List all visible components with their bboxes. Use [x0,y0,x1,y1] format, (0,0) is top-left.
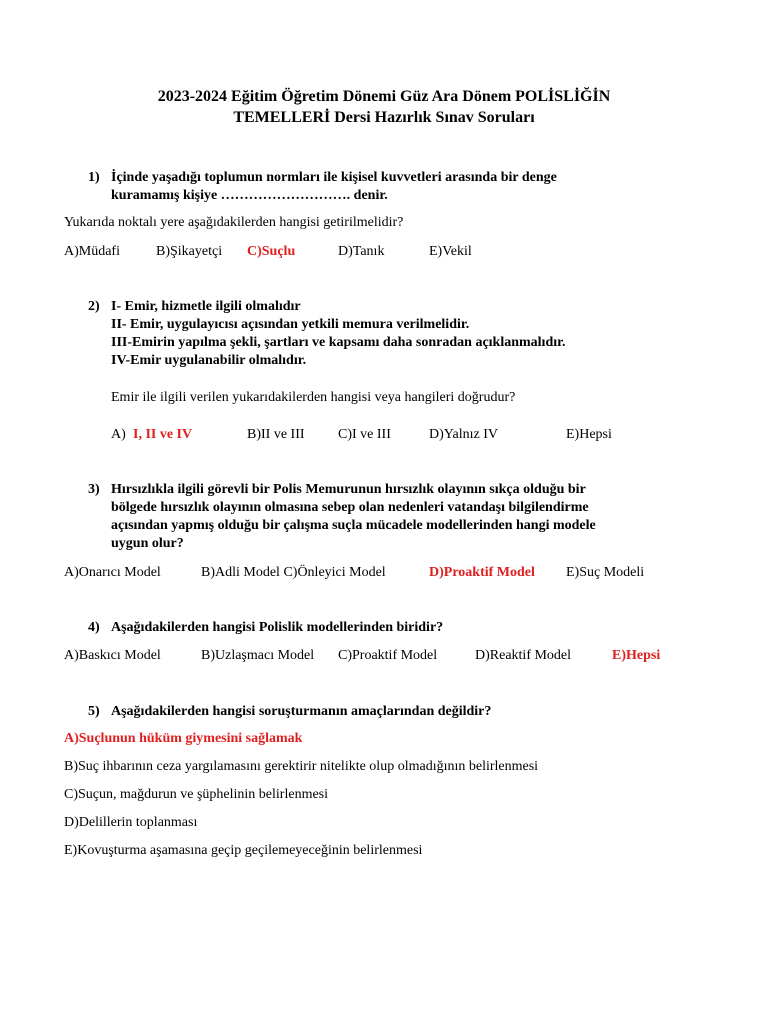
q4-option-d: D)Reaktif Model [475,648,572,663]
q3-text-line-3: açısından yapmış olduğu bir çalışma suçla mücadele modellerinden hangi modele [111,518,596,533]
q5-option-b: B)Suç ihbarının ceza yargılamasını gerektirir nitelikte olup olmadığının belirlenmesi [64,759,539,774]
q2-option-d: D)Yalnız IV [429,427,498,442]
q3-number: 3) [88,482,100,497]
q3-text-line-4: uygun olur? [111,536,184,551]
q1-option-d: D)Tanık [338,244,385,259]
q2-statement-3: III-Emirin yapılma şekli, şartları ve kapsamı daha sonradan açıklanmalıdır. [111,335,566,350]
q2-statement-2: II- Emir, uygulayıcısı açısından yetkili memura verilmelidir. [111,317,470,332]
q3-text-line-1: Hırsızlıkla ilgili görevli bir Polis Memurunun hırsızlık olayının sıkça olduğu bir [111,482,586,497]
q5-number: 5) [88,704,100,719]
q1-option-b: B)Şikayetçi [156,244,223,259]
q2-option-a-label: A) [111,427,126,442]
q2-option-e: E)Hepsi [566,427,612,442]
document-title-line-1: 2023-2024 Eğitim Öğretim Dönemi Güz Ara Dönem POLİSLİĞİN [157,88,611,105]
q4-option-e-answer: E)Hepsi [612,648,661,663]
q4-text: Aşağıdakilerden hangisi Polislik modellerinden biridir? [111,620,444,635]
q3-text-line-2: bölgede hırsızlık olayının olmasına sebep olan nedenleri vatandaşı bilgilendirme [111,500,589,515]
q5-option-d: D)Delillerin toplanması [64,815,198,830]
q1-prompt: Yukarıda noktalı yere aşağıdakilerden hangisi getirilmelidir? [64,215,404,230]
q2-option-a-answer: I, II ve IV [133,427,193,442]
q5-option-a-answer: A)Suçlunun hüküm giymesini sağlamak [64,731,303,746]
q2-option-b: B)II ve III [247,427,305,442]
q3-option-d-answer: D)Proaktif Model [429,565,535,580]
q3-option-b-c: B)Adli Model C)Önleyici Model [201,565,386,580]
q1-number: 1) [88,170,100,185]
q1-text-line-1: İçinde yaşadığı toplumun normları ile kişisel kuvvetleri arasında bir denge [111,170,557,185]
q2-prompt: Emir ile ilgili verilen yukarıdakilerden hangisi veya hangileri doğrudur? [111,390,516,405]
document-title-line-2: TEMELLERİ Dersi Hazırlık Sınav Soruları [233,109,535,126]
q2-option-c: C)I ve III [338,427,391,442]
q5-text: Aşağıdakilerden hangisi soruşturmanın amaçlarından değildir? [111,704,492,719]
q2-statement-1: I- Emir, hizmetle ilgili olmalıdır [111,299,301,314]
q1-text-line-2: kuramamış kişiye ………………………. denir. [111,188,388,203]
q3-option-e: E)Suç Modeli [566,565,645,580]
q1-option-c-answer: C)Suçlu [247,244,296,259]
q1-option-e: E)Vekil [429,244,472,259]
q4-number: 4) [88,620,100,635]
q2-number: 2) [88,299,100,314]
q5-option-e: E)Kovuşturma aşamasına geçip geçilemeyeceğinin belirlenmesi [64,843,423,858]
q1-option-a: A)Müdafi [64,244,120,259]
q2-statement-4: IV-Emir uygulanabilir olmalıdır. [111,353,307,368]
q4-option-b: B)Uzlaşmacı Model [201,648,315,663]
q4-option-c: C)Proaktif Model [338,648,438,663]
q5-option-c: C)Suçun, mağdurun ve şüphelinin belirlenmesi [64,787,329,802]
q4-option-a: A)Baskıcı Model [64,648,161,663]
q3-option-a: A)Onarıcı Model [64,565,161,580]
